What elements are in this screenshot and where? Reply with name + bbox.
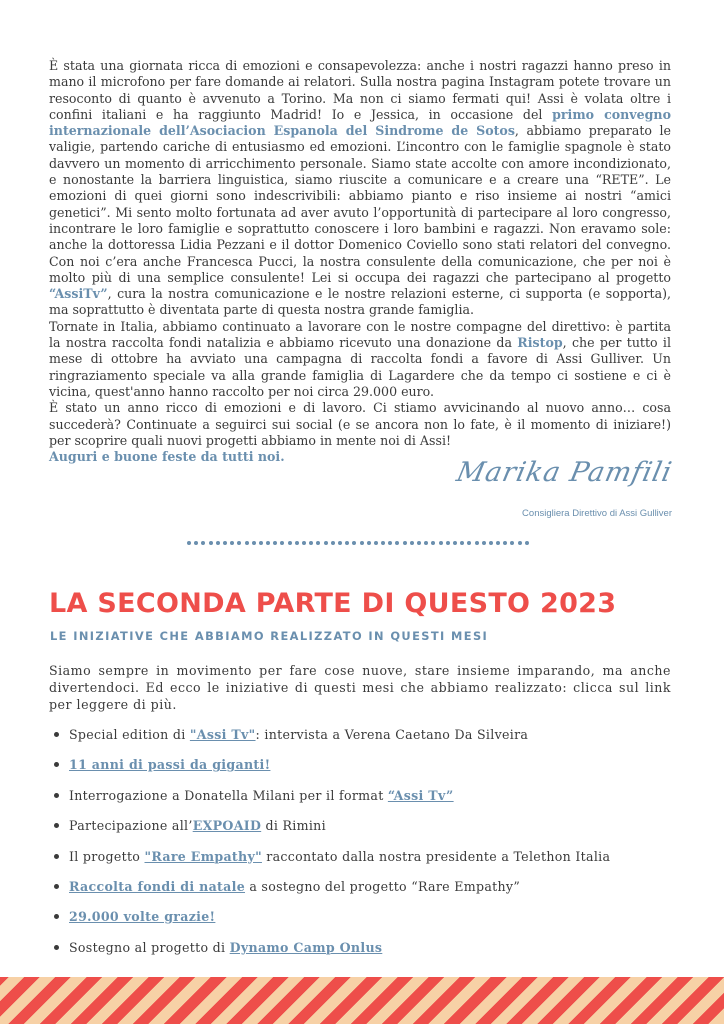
divider-dot [453, 541, 457, 545]
list-item [49, 722, 610, 752]
divider-dot [503, 541, 507, 545]
divider-dot [446, 541, 450, 545]
divider-dot [245, 541, 249, 545]
divider-dot [352, 541, 356, 545]
paragraph-madrid [49, 58, 671, 319]
divider-dot [266, 541, 270, 545]
section-lead: Siamo sempre in movimento per fare cose nuove, stare insieme imparando, ma anche divertendoci. Ed ecco le iniziative di questi mesi che abbiamo realizzato: clicca sul link per leggere di più. [49, 663, 671, 712]
list-item [49, 904, 610, 934]
section-title: LA SECONDA PARTE DI QUESTO 2023 [49, 588, 617, 619]
divider-dot [381, 541, 385, 545]
bullet-icon [54, 823, 59, 828]
striped-footer-band [0, 977, 724, 1024]
divider-dot [367, 541, 371, 545]
text: , che per tutto il mese di ottobre ha avviato una campagna di raccolta fondi a favore di Assi Gulliver. Un ringraziamento speciale va alla grande famiglia di Lagardere che da tempo ci sostiene e ci è vicina, quest'anno hanno raccolto per noi circa 29.000 euro. [49, 335, 671, 399]
text: È stata una giornata ricca di emozioni e consapevolezza: anche i nostri ragazzi hanno preso in mano il microfono per fare domande ai relatori. Sulla nostra pagina Instagram potete trovare un resoconto di quanto è avvenuto a Torino. Ma non ci siamo fermati qui! Assi è volata oltre i confini italiani e ha raggiunto Madrid! Io e Jessica, in occasione del [49, 58, 671, 122]
bullet-icon [54, 854, 59, 859]
paragraph-fundraising [49, 319, 671, 400]
item-text: Sostegno al progetto di [69, 939, 230, 955]
divider-dot [424, 541, 428, 545]
item-text: : intervista a Verena Caetano Da Silveira [255, 727, 529, 742]
divider-dot [302, 541, 306, 545]
divider-dot [410, 541, 414, 545]
item-link[interactable]: 11 anni di passi da giganti! [69, 757, 271, 773]
text: Tornate in Italia, abbiamo continuato a lavorare con le nostre compagne del direttivo: è partita la nostra raccolta fondi natalizia e abbiamo ricevuto una donazione da [49, 318, 671, 351]
paragraph-closing: È stato un anno ricco di emozioni e di lavoro. Ci stiamo avvicinando al nuovo anno… cosa succederà? Continuate a seguirci sui social (e se ancora non lo fate, è il momento di iniziare!) per scoprire quali nuovi progetti abbiamo in mente noi di Assi! [49, 400, 671, 448]
divider-dot [496, 541, 500, 545]
divider-dot [374, 541, 378, 545]
item-text: di Rimini [261, 818, 326, 834]
divider-dot [510, 541, 514, 545]
divider-dot [216, 541, 220, 545]
divider-dot [237, 541, 241, 545]
divider-dot [345, 541, 349, 545]
text: , abbiamo preparato le valigie, partendo cariche di entusiasmo ed emozioni. L’incontro con le famiglie spagnole è stato davvero un momento di arricchimento personale. Siamo state accolte con amore incondizionato, e nonostante la barriera linguistica, siamo riuscite a comunicare e a creare una “RETE”. Le emozioni di quei giorni sono indescrivibili: abbiamo pianto e riso insieme ai nostri “amici genetici”. Mi sento molto fortunata ad aver avuto l’opportunità di partecipare al loro congresso, incontrare le loro famiglie e soprattutto conoscere i loro bambini e ragazzi. Non eravamo sole: anche la dottoressa Lidia Pezzani e il dottor Domenico Coviello sono stati relatori del convegno. Con noi c’era anche Francesca Pucci, la nostra consulente della comunicazione, che per noi è molto più di una semplice consulente! Lei si occupa dei ragazzi che partecipano al progetto [49, 123, 671, 285]
divider-dot [252, 541, 256, 545]
bullet-icon [54, 732, 59, 737]
ristop-link[interactable]: Ristop [517, 335, 563, 351]
divider-dot [482, 541, 486, 545]
divider-dot [288, 541, 292, 545]
list-item [49, 874, 610, 904]
bullet-icon [54, 914, 59, 919]
divider-dot [360, 541, 364, 545]
list-item [49, 783, 610, 813]
divider-dot [324, 541, 328, 545]
divider-dot [194, 541, 198, 545]
item-text: Il progetto [69, 848, 145, 864]
bullet-icon [54, 884, 59, 889]
bullet-icon [54, 945, 59, 950]
divider-dot [309, 541, 313, 545]
divider-dot [280, 541, 284, 545]
divider-dot [489, 541, 493, 545]
divider-dot [417, 541, 421, 545]
bullet-icon [54, 762, 59, 767]
divider-dot [259, 541, 263, 545]
article-body [49, 58, 671, 465]
congress-link[interactable]: primo convegno internazionale dell’Asociacion Espanola del Sindrome de Sotos [49, 106, 671, 139]
divider-dot [475, 541, 479, 545]
divider-dot [209, 541, 213, 545]
section-subtitle: LE INIZIATIVE CHE ABBIAMO REALIZZATO IN QUESTI MESI [50, 629, 489, 643]
item-link[interactable]: Raccolta fondi di natale [69, 878, 246, 894]
list-item [49, 813, 610, 843]
divider-dot [316, 541, 320, 545]
item-link[interactable]: "Assi Tv" [189, 727, 256, 742]
divider-dot [460, 541, 464, 545]
divider-dot [525, 541, 529, 545]
divider-dot [439, 541, 443, 545]
item-text: a sostegno del progetto “Rare Empathy” [245, 878, 521, 894]
text: , cura la nostra comunicazione e le nostre relazioni esterne, ci supporta (e sopporta), ma soprattutto è diventata parte di questa nostra grande famiglia. [49, 286, 671, 318]
signature: Marika Pamfili [453, 457, 676, 488]
item-link[interactable]: EXPOAID [192, 818, 262, 834]
item-link[interactable]: “Assi Tv” [387, 787, 454, 803]
divider-dot [467, 541, 471, 545]
divider-dot [295, 541, 299, 545]
signature-role: Consigliera Direttivo di Assi Gulliver [522, 508, 672, 519]
item-link[interactable]: Dynamo Camp Onlus [229, 939, 383, 955]
greetings: Auguri e buone feste da tutti noi. [49, 449, 285, 465]
initiatives-list [49, 722, 610, 965]
divider-dot [388, 541, 392, 545]
item-link[interactable]: 29.000 volte grazie! [69, 909, 216, 925]
list-item [49, 752, 610, 782]
list-item [49, 935, 610, 965]
dotted-divider [187, 541, 537, 549]
divider-dot [187, 541, 191, 545]
divider-dot [331, 541, 335, 545]
divider-dot [273, 541, 277, 545]
assitv-link[interactable]: “AssiTv” [49, 286, 108, 302]
divider-dot [223, 541, 227, 545]
bullet-icon [54, 793, 59, 798]
item-text: raccontato dalla nostra presidente a Telethon Italia [261, 848, 611, 864]
divider-dot [395, 541, 399, 545]
list-item [49, 844, 610, 874]
item-text: Special edition di [69, 727, 190, 742]
divider-dot [518, 541, 522, 545]
divider-dot [338, 541, 342, 545]
item-text: Interrogazione a Donatella Milani per il format [69, 787, 388, 803]
divider-dot [403, 541, 407, 545]
item-link[interactable]: "Rare Empathy" [144, 848, 262, 864]
item-text: Partecipazione all’ [69, 818, 193, 834]
divider-dot [201, 541, 205, 545]
divider-dot [431, 541, 435, 545]
divider-dot [230, 541, 234, 545]
